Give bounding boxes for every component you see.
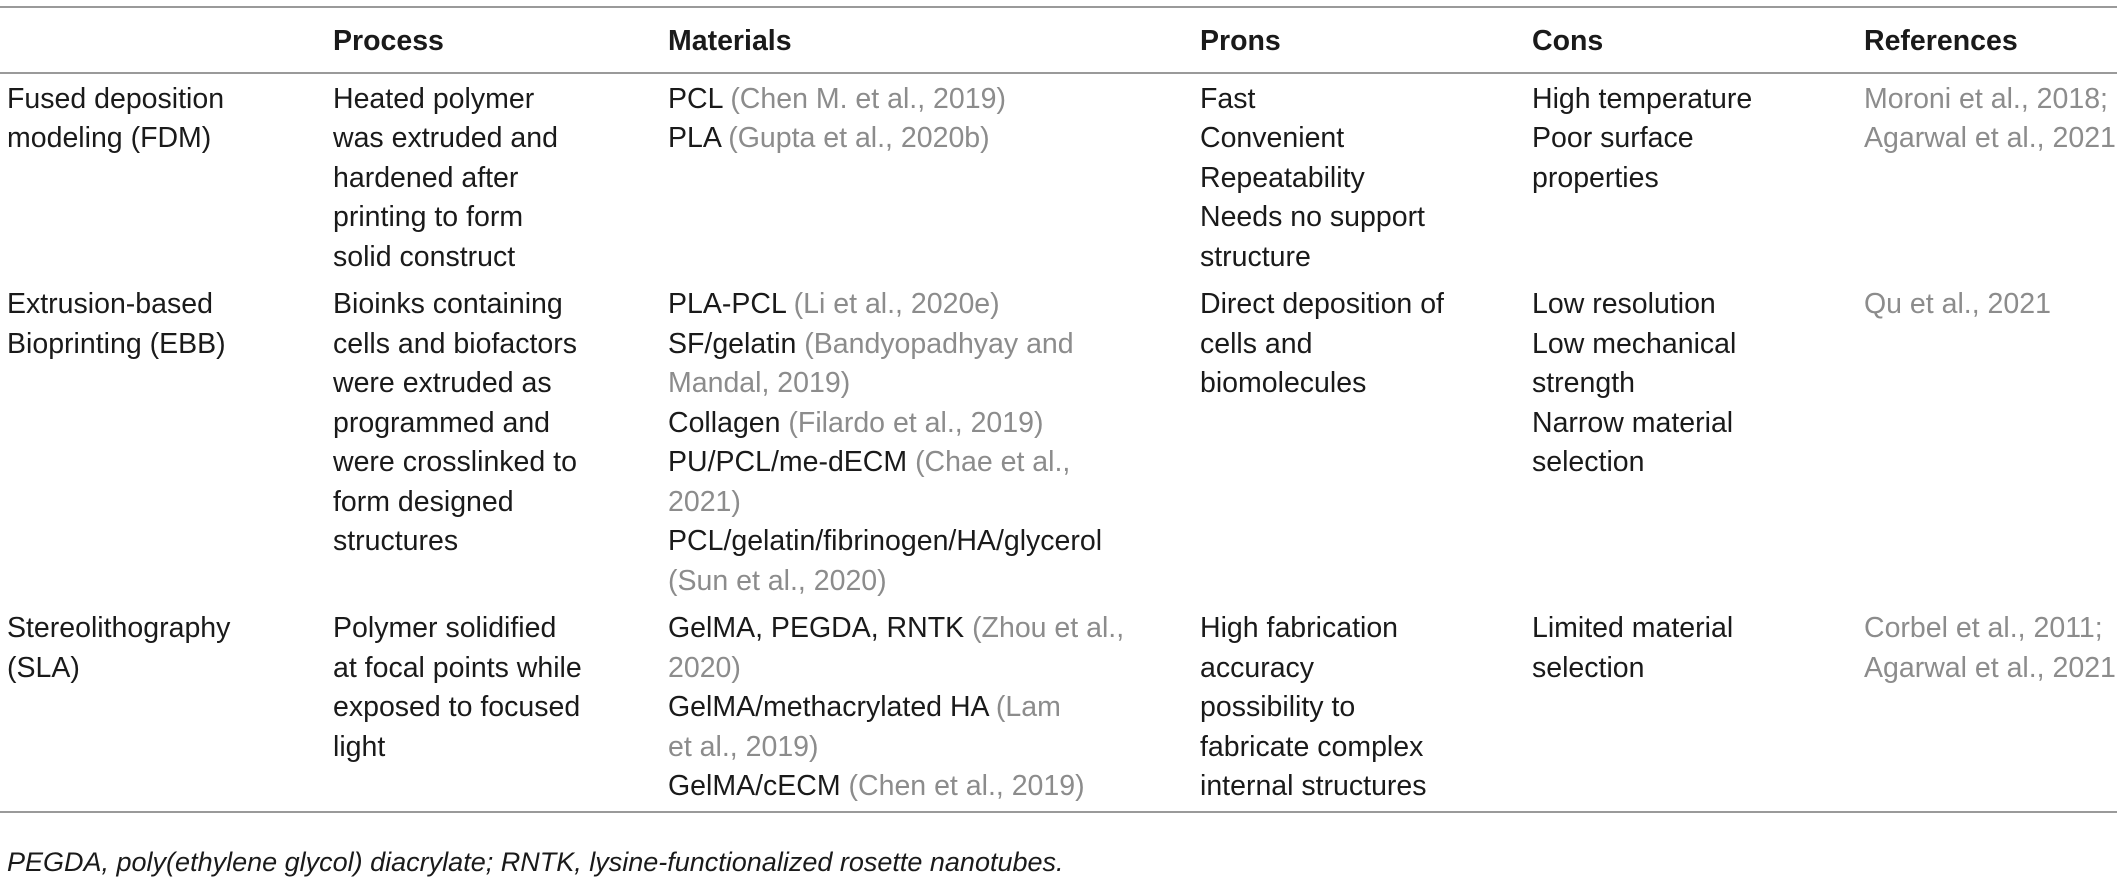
process-line: light (333, 730, 386, 763)
technique-line: Bioprinting (EBB) (7, 327, 226, 360)
process-line: were crosslinked to (333, 446, 577, 478)
citation-link[interactable]: (Lam (995, 691, 1061, 723)
citation-link[interactable]: (Chen M. et al., 2019) (730, 82, 1006, 115)
citation-link[interactable]: Mandal, 2019) (668, 367, 851, 399)
references-cell (1864, 285, 2117, 609)
material-item (668, 522, 1200, 562)
table-row (0, 609, 2117, 812)
process-line: structures (333, 525, 459, 557)
material-name: PU/PCL/me-dECM (668, 446, 908, 478)
citation-link[interactable]: 2020) (668, 651, 741, 684)
pron-line: Direct deposition of (1200, 288, 1444, 320)
material-name: SF/gelatin (668, 327, 797, 360)
material-name: Collagen (668, 406, 781, 439)
citation-link[interactable]: (Filardo et al., 2019) (788, 406, 1044, 439)
material-name: PLA (668, 122, 721, 154)
technique-line: modeling (FDM) (7, 122, 212, 154)
citation-link[interactable]: (Chen et al., 2019) (848, 770, 1085, 802)
pron-line: Convenient (1200, 122, 1345, 154)
process-line: programmed and (333, 406, 551, 439)
cons-cell (1532, 73, 1864, 286)
material-name: GelMA/cECM (668, 770, 841, 802)
process-line: at focal points while (333, 651, 582, 684)
reference-link[interactable]: Corbel et al., 2011; (1864, 612, 2103, 644)
pron-line: Repeatability (1200, 161, 1365, 194)
material-name: GelMA, PEGDA, RNTK (668, 612, 965, 644)
technique-cell (0, 73, 333, 286)
material-item (668, 443, 1200, 483)
cons-cell (1532, 285, 1864, 609)
citation-link[interactable]: (Li et al., 2020e) (793, 288, 1000, 320)
citation-link[interactable]: (Bandyopadhyay and (804, 327, 1074, 360)
con-line: High temperature (1532, 82, 1753, 115)
header-process: Process (333, 7, 668, 73)
con-line: Low mechanical (1532, 327, 1737, 360)
pron-line: fabricate complex (1200, 730, 1424, 763)
references-cell (1864, 609, 2117, 812)
header-materials: Materials (668, 7, 1200, 73)
con-line: Narrow material (1532, 406, 1734, 439)
technique-line: (SLA) (7, 651, 80, 684)
pron-line: accuracy (1200, 651, 1315, 684)
material-item (668, 609, 1200, 649)
material-item (668, 688, 1200, 728)
technique-cell (0, 609, 333, 812)
con-line: Poor surface (1532, 122, 1694, 154)
header-technique (0, 7, 333, 73)
material-name: PCL (668, 82, 723, 115)
reference-link[interactable]: Moroni et al., 2018; (1864, 82, 2108, 115)
process-cell (333, 285, 668, 609)
references-cell (1864, 73, 2117, 286)
process-line: Bioinks containing (333, 288, 563, 320)
pron-line: High fabrication (1200, 612, 1399, 644)
process-line: were extruded as (333, 367, 552, 399)
con-line: selection (1532, 651, 1645, 684)
con-line: selection (1532, 446, 1645, 478)
pron-line: internal structures (1200, 770, 1427, 802)
pron-line: structure (1200, 240, 1311, 273)
citation-link[interactable]: (Zhou et al., (972, 612, 1125, 644)
technique-line: Fused deposition (7, 82, 225, 115)
reference-link[interactable]: Agarwal et al., 2021 (1864, 651, 2116, 684)
material-item (668, 285, 1200, 325)
process-line: solid construct (333, 240, 516, 273)
process-line: printing to form (333, 201, 524, 233)
citation-link[interactable]: (Gupta et al., 2020b) (728, 122, 990, 154)
material-name: GelMA/methacrylated HA (668, 691, 988, 723)
process-line: was extruded and (333, 122, 558, 154)
header-prons: Prons (1200, 7, 1532, 73)
header-row (0, 7, 2117, 73)
process-line: form designed (333, 485, 514, 518)
pron-line: possibility to (1200, 691, 1356, 723)
process-line: hardened after (333, 161, 519, 194)
material-item (668, 325, 1200, 365)
citation-link[interactable]: (Sun et al., 2020) (668, 564, 887, 597)
cons-cell (1532, 609, 1864, 812)
technique-line: Stereolithography (7, 612, 231, 644)
con-line: Limited material (1532, 612, 1734, 644)
process-line: exposed to focused (333, 691, 581, 723)
table-row (0, 73, 2117, 286)
technique-line: Extrusion-based (7, 288, 213, 320)
comparison-table (0, 6, 2117, 813)
process-line: Heated polymer (333, 82, 535, 115)
table-footnote: PEGDA, poly(ethylene glycol) diacrylate; RNTK, lysine-functionalized rosette nanotubes. (7, 847, 1064, 877)
citation-link[interactable]: et al., 2019) (668, 730, 819, 763)
reference-link[interactable]: Qu et al., 2021 (1864, 288, 2051, 320)
header-references: References (1864, 7, 2117, 73)
pron-line: cells and (1200, 327, 1313, 360)
process-cell (333, 73, 668, 286)
materials-cell (668, 285, 1200, 609)
material-name: PCL/gelatin/fibrinogen/HA/glycerol (668, 525, 1103, 557)
material-item (668, 119, 1200, 159)
material-item (668, 80, 1200, 120)
pron-line: biomolecules (1200, 367, 1367, 399)
citation-link[interactable]: 2021) (668, 485, 741, 518)
prons-cell (1200, 609, 1532, 812)
process-line: cells and biofactors (333, 327, 577, 360)
material-name: PLA-PCL (668, 288, 786, 320)
pron-line: Fast (1200, 82, 1256, 115)
citation-link[interactable]: (Chae et al., (915, 446, 1071, 478)
con-line: strength (1532, 367, 1635, 399)
technique-cell (0, 285, 333, 609)
reference-link[interactable]: Agarwal et al., 2021 (1864, 122, 2116, 154)
prons-cell (1200, 285, 1532, 609)
process-cell (333, 609, 668, 812)
material-item (668, 404, 1200, 444)
material-item (668, 767, 1200, 807)
con-line: Low resolution (1532, 288, 1716, 320)
table-row (0, 285, 2117, 609)
materials-cell (668, 73, 1200, 286)
header-cons: Cons (1532, 7, 1864, 73)
pron-line: Needs no support (1200, 201, 1425, 233)
process-line: Polymer solidified (333, 612, 557, 644)
con-line: properties (1532, 161, 1659, 194)
prons-cell (1200, 73, 1532, 286)
materials-cell (668, 609, 1200, 812)
